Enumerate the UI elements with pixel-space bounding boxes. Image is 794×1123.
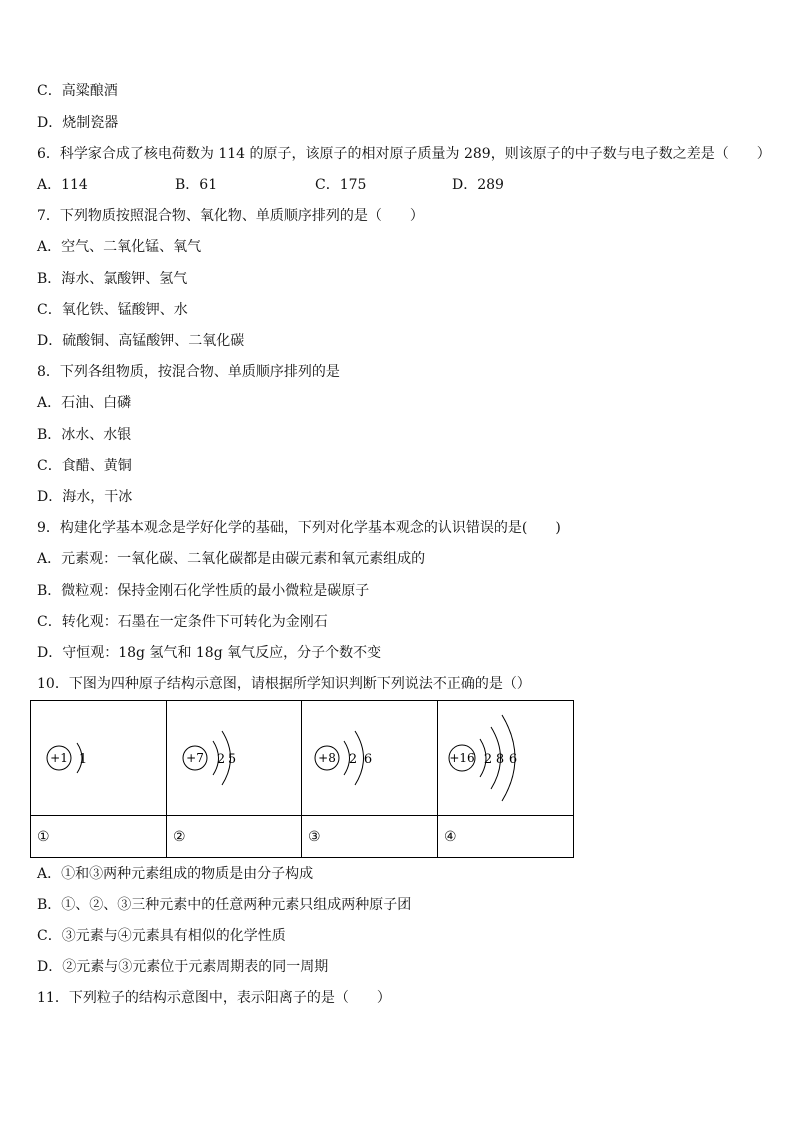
q8-option-d: D．海水，干冰	[37, 489, 133, 505]
shell-electron-count: 8	[495, 752, 505, 767]
shell-electron-count: 6	[508, 752, 518, 767]
nucleus-charge: +8	[318, 751, 336, 765]
q7-option-d: D．硫酸铜、高锰酸钾、二氧化碳	[37, 333, 245, 349]
nucleus-charge: +7	[186, 751, 204, 765]
question-10: 10．下图为四种原子结构示意图，请根据所学知识判断下列说法不正确的是（）	[37, 676, 531, 692]
nucleus-charge: +16	[449, 751, 475, 765]
q8-option-b: B．冰水、水银	[37, 427, 132, 443]
shell-electron-count: 5	[227, 752, 237, 767]
question-6-options	[37, 175, 737, 195]
atom-diagram-3	[302, 701, 437, 815]
q9-option-d: D．守恒观：18g 氢气和 18g 氧气反应，分子个数不变	[37, 645, 382, 661]
atom-label-3: ③	[302, 816, 438, 858]
q8-option-c: C．食醋、黄铜	[37, 458, 132, 474]
q10-option-a: A．①和③两种元素组成的物质是由分子构成	[37, 866, 314, 882]
q8-option-a: A．石油、白磷	[37, 395, 132, 411]
q6-option-c: C．175	[315, 177, 367, 193]
q9-option-b: B．微粒观：保持金刚石化学性质的最小微粒是碳原子	[37, 583, 370, 599]
question-9: 9．构建化学基本观念是学好化学的基础，下列对化学基本观念的认识错误的是( )	[37, 520, 561, 536]
q9-option-c: C．转化观：石墨在一定条件下可转化为金刚石	[37, 614, 328, 630]
q10-option-b: B．①、②、③三种元素中的任意两种元素只组成两种原子团	[37, 897, 412, 913]
nucleus-charge: +1	[50, 751, 68, 765]
option-d-previous: D．烧制瓷器	[37, 115, 119, 131]
atom-diagram-4	[438, 701, 573, 815]
q6-option-d: D．289	[452, 177, 504, 193]
atom-diagram-cell	[438, 701, 574, 816]
atom-diagram-cell	[167, 701, 302, 816]
q7-option-a: A．空气、二氧化锰、氧气	[37, 239, 202, 255]
question-8: 8．下列各组物质，按混合物、单质顺序排列的是	[37, 364, 340, 380]
shell-electron-count: 2	[216, 752, 226, 767]
atom-label-1: ①	[31, 816, 167, 858]
atom-diagram-cell	[31, 701, 167, 816]
question-11: 11．下列粒子的结构示意图中，表示阳离子的是（ ）	[37, 990, 391, 1006]
q7-option-c: C．氧化铁、锰酸钾、水	[37, 302, 188, 318]
shell-electron-count: 2	[348, 752, 358, 767]
atom-label-2: ②	[167, 816, 302, 858]
shell-electron-count: 6	[363, 752, 373, 767]
question-6: 6．科学家合成了核电荷数为 114 的原子，该原子的相对原子质量为 289，则该原子的中子数与电子数之差是（ ）	[37, 146, 771, 162]
q6-option-b: B．61	[175, 177, 218, 193]
shell-electron-count: 2	[483, 752, 493, 767]
atom-diagram-cell	[302, 701, 438, 816]
atom-diagram-1	[31, 701, 166, 815]
q7-option-b: B．海水、氯酸钾、氢气	[37, 271, 188, 287]
option-c-previous: C．高粱酿酒	[37, 83, 118, 99]
question-7: 7．下列物质按照混合物、氧化物、单质顺序排列的是（ ）	[37, 208, 424, 224]
q10-option-d: D．②元素与③元素位于元素周期表的同一周期	[37, 959, 329, 975]
shell-electron-count: 1	[78, 752, 88, 767]
atom-structure-table	[30, 700, 574, 858]
atom-label-4: ④	[438, 816, 574, 858]
q10-option-c: C．③元素与④元素具有相似的化学性质	[37, 928, 286, 944]
atom-diagram-2	[167, 701, 302, 815]
q9-option-a: A．元素观：一氧化碳、二氧化碳都是由碳元素和氧元素组成的	[37, 551, 426, 567]
q6-option-a: A．114	[37, 177, 88, 193]
